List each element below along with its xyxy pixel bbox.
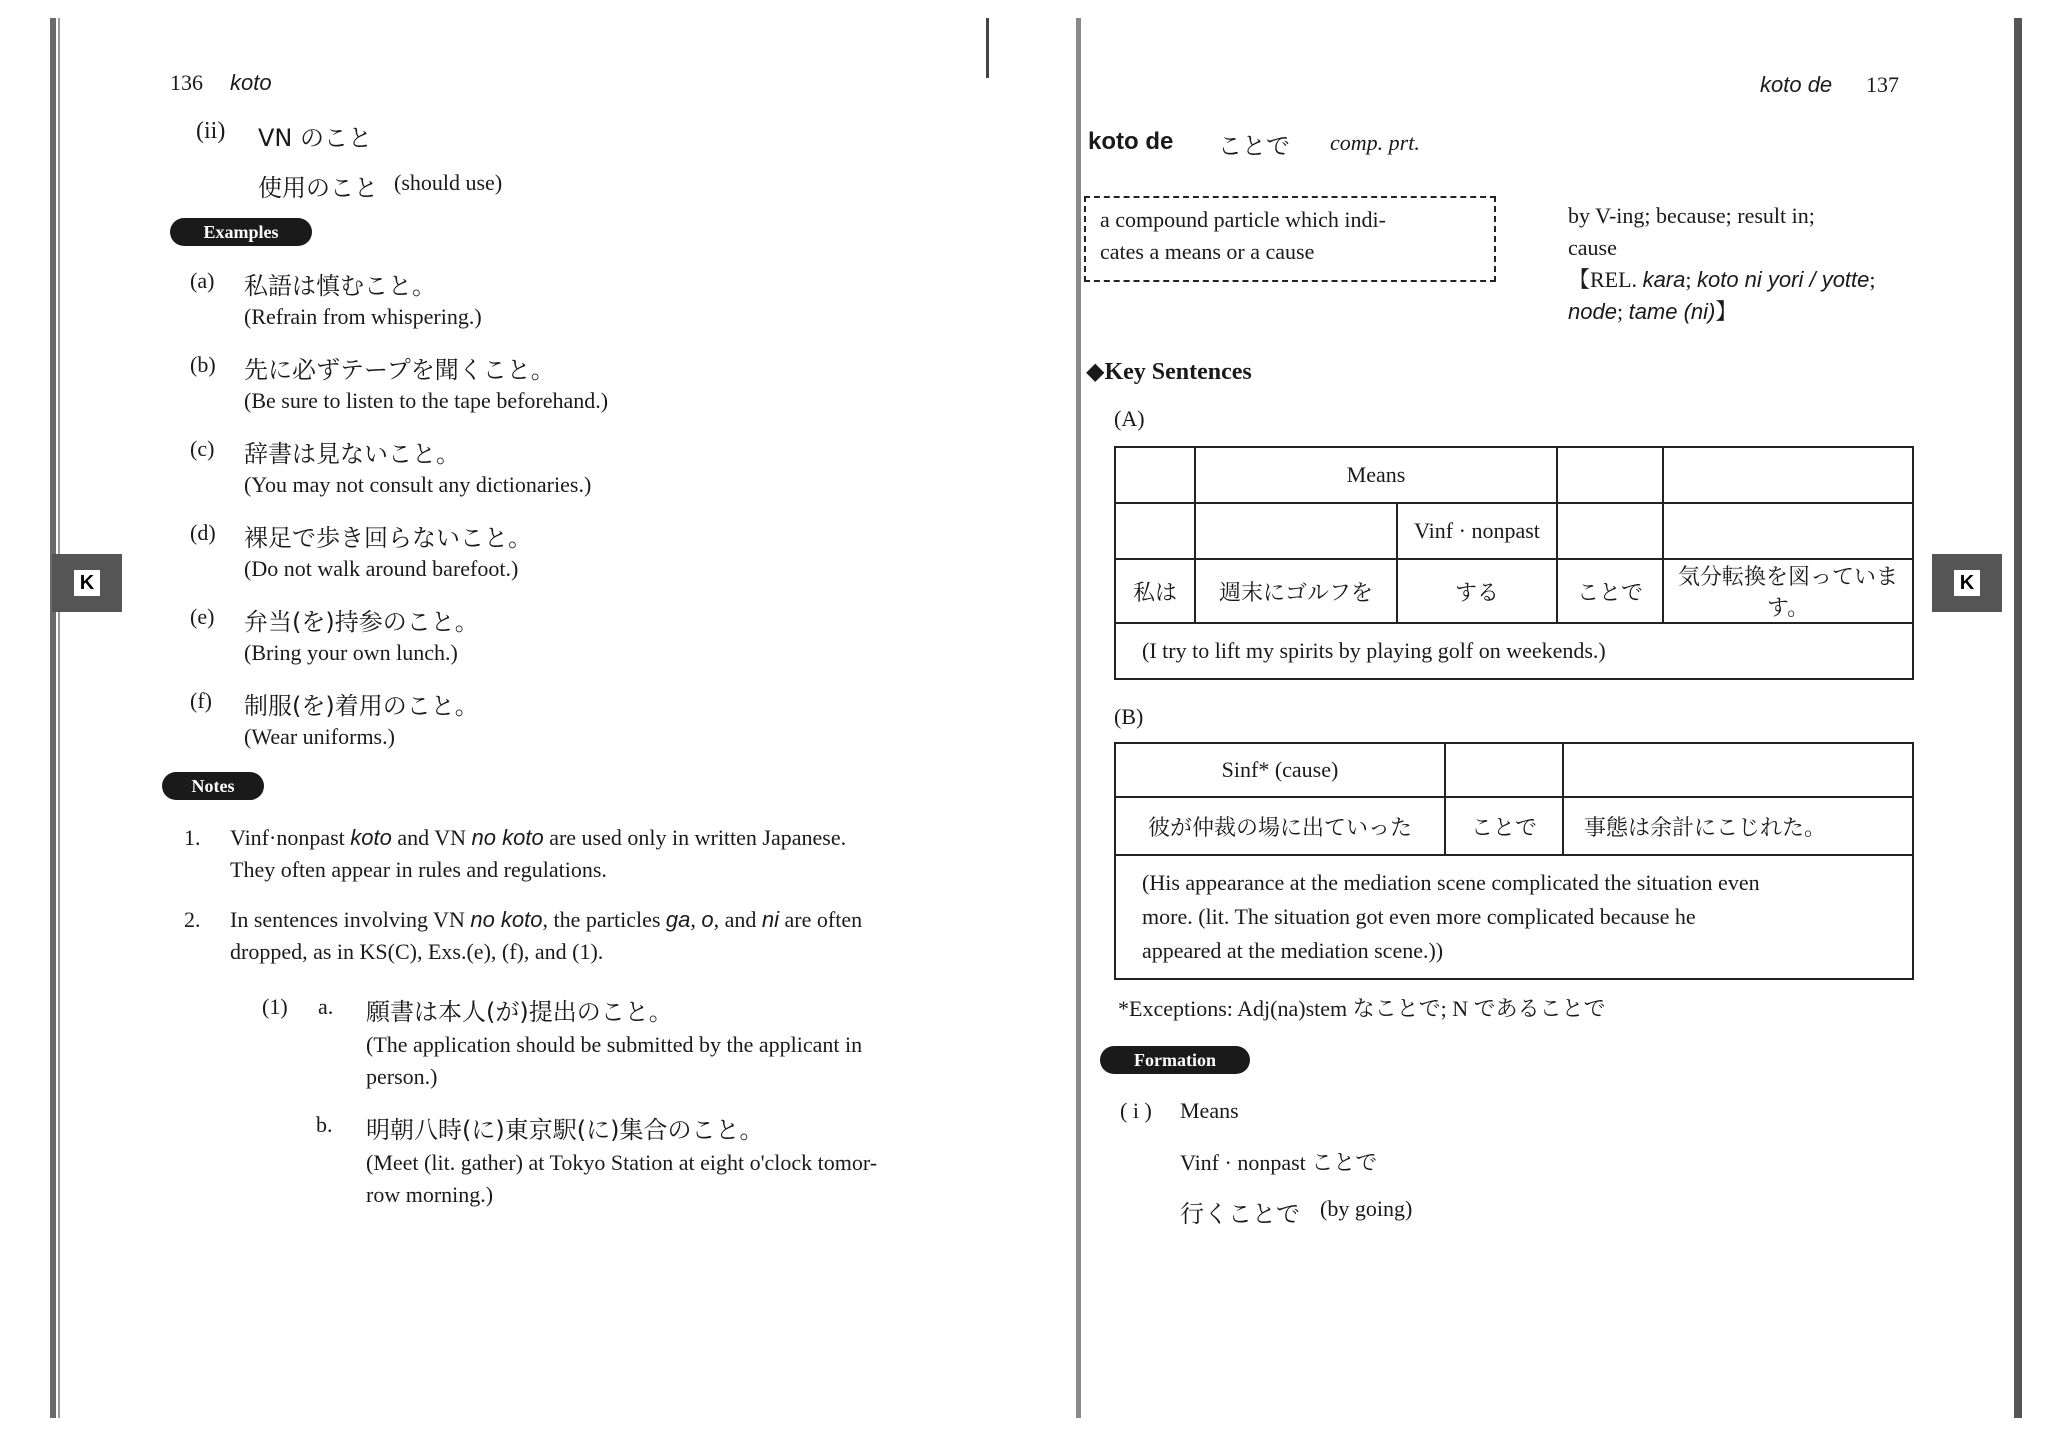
running-head: koto de bbox=[1760, 72, 1833, 97]
page-number: 137 bbox=[1866, 72, 1899, 97]
sub-example-b-label: b. bbox=[316, 1112, 333, 1137]
example-label: (a) bbox=[190, 268, 215, 293]
table-cell bbox=[1115, 447, 1195, 503]
example-label: (b) bbox=[190, 352, 216, 377]
table-header-sinf: Sinf* (cause) bbox=[1115, 743, 1445, 797]
key-sentence-a-label: (A) bbox=[1114, 406, 1145, 431]
gutter-mark bbox=[986, 18, 989, 78]
formation-number: ( i ) bbox=[1120, 1098, 1152, 1123]
sub-example-a-label: a. bbox=[318, 994, 334, 1019]
thumb-tab-left: K bbox=[52, 554, 122, 612]
exceptions-note: *Exceptions: Adj(na)stem なことで; N であることで bbox=[1118, 996, 1606, 1021]
table-cell bbox=[1557, 503, 1663, 559]
gloss-line-2: cause bbox=[1568, 235, 1617, 260]
example-en: (Be sure to listen to the tape beforehand.) bbox=[244, 388, 609, 413]
example-en: (Bring your own lunch.) bbox=[244, 640, 458, 665]
key-sentences-heading: ◆Key Sentences bbox=[1086, 359, 1252, 385]
example-jp: 裸足で歩き回らないこと。 bbox=[244, 524, 532, 552]
note-2-line-2: dropped, as in KS(C), Exs.(e), (f), and (1). bbox=[230, 939, 604, 964]
formation-heading: Means bbox=[1180, 1098, 1239, 1123]
note-2-line-1: In sentences involving VN no koto, the particles ga, o, and ni are often bbox=[230, 907, 863, 932]
table-header-means: Means bbox=[1195, 447, 1557, 503]
table-cell bbox=[1115, 503, 1195, 559]
table-header-vinf: Vinf · nonpast bbox=[1397, 503, 1557, 559]
example-en: (Wear uniforms.) bbox=[244, 724, 395, 749]
translation-line-3: appeared at the mediation scene.)) bbox=[1142, 938, 1444, 963]
table-cell bbox=[1445, 743, 1563, 797]
entry-title: koto de bbox=[1088, 128, 1174, 155]
key-sentence-table-b bbox=[1114, 742, 1914, 980]
gloss bbox=[1568, 200, 1876, 328]
example-jp: 先に必ずテープを聞くこと。 bbox=[244, 356, 555, 384]
sub-example-b-jp: 明朝八時(に)東京駅(に)集合のこと。 bbox=[366, 1116, 764, 1144]
example-label: (c) bbox=[190, 436, 215, 461]
entry-title-jp: ことで bbox=[1218, 132, 1290, 160]
page-edge-right bbox=[2014, 18, 2022, 1418]
table-cell-result: 事態は余計にこじれた。 bbox=[1563, 797, 1913, 855]
table-cell-particle: ことで bbox=[1445, 797, 1563, 855]
note-number: 2. bbox=[184, 907, 201, 932]
related-line-2: node; tame (ni)】 bbox=[1568, 299, 1738, 324]
sub-example-a-jp: 願書は本人(が)提出のこと。 bbox=[366, 998, 673, 1026]
page-edge-left-inner bbox=[58, 18, 60, 1418]
formation-label: Formation bbox=[1100, 1046, 1250, 1074]
page-edge-gutter bbox=[1076, 18, 1081, 1418]
page-number: 136 bbox=[170, 70, 203, 95]
subhead-example-en: (should use) bbox=[394, 170, 503, 195]
example-jp: 辞書は見ないこと。 bbox=[244, 440, 460, 468]
table-cell-object: 週末にゴルフを bbox=[1195, 559, 1397, 623]
example-jp: 弁当(を)持参のこと。 bbox=[244, 608, 479, 636]
subhead-example-jp: 使用のこと bbox=[258, 174, 378, 202]
related-line-1: 【REL. kara; koto ni yori / yotte; bbox=[1568, 267, 1876, 292]
thumb-tab-right: K bbox=[1932, 554, 2002, 612]
page-edge-left bbox=[50, 18, 56, 1418]
formation-example-jp: 行くことで bbox=[1180, 1200, 1300, 1228]
definition-line-2: cates a means or a cause bbox=[1100, 239, 1315, 264]
note-1-line-2: They often appear in rules and regulations. bbox=[230, 857, 607, 882]
table-cell bbox=[1557, 447, 1663, 503]
table-cell-verb: する bbox=[1397, 559, 1557, 623]
examples-label: Examples bbox=[170, 218, 312, 246]
table-cell-subject: 私は bbox=[1115, 559, 1195, 623]
formation-example-en: (by going) bbox=[1320, 1196, 1413, 1221]
table-translation: (I try to lift my spirits by playing golf on weekends.) bbox=[1115, 623, 1913, 679]
subhead-ii-number: (ii) bbox=[196, 118, 226, 144]
example-label: (f) bbox=[190, 688, 212, 713]
sub-example-b-en-2: row morning.) bbox=[366, 1182, 494, 1207]
table-translation bbox=[1115, 855, 1913, 979]
note-1-line-1: Vinf·nonpast koto and VN no koto are used only in written Japanese. bbox=[230, 825, 847, 850]
example-en: (Do not walk around barefoot.) bbox=[244, 556, 519, 581]
translation-line-2: more. (lit. The situation got even more complicated because he bbox=[1142, 904, 1696, 929]
table-cell bbox=[1195, 503, 1397, 559]
table-cell-particle: ことで bbox=[1557, 559, 1663, 623]
table-cell-predicate: 気分転換を図っています。 bbox=[1663, 559, 1913, 623]
table-cell bbox=[1563, 743, 1913, 797]
gloss-line-1: by V-ing; because; result in; bbox=[1568, 203, 1815, 228]
sub-example-a-en-2: person.) bbox=[366, 1064, 438, 1089]
definition-line-1: a compound particle which indi- bbox=[1100, 207, 1386, 232]
sub-example-a-en-1: (The application should be submitted by the applicant in bbox=[366, 1032, 863, 1057]
sub-example-b-en-1: (Meet (lit. gather) at Tokyo Station at eight o'clock tomor- bbox=[366, 1150, 878, 1175]
example-en: (You may not consult any dictionaries.) bbox=[244, 472, 592, 497]
table-cell-clause: 彼が仲裁の場に出ていった bbox=[1115, 797, 1445, 855]
example-label: (e) bbox=[190, 604, 215, 629]
example-en: (Refrain from whispering.) bbox=[244, 304, 482, 329]
sub-example-number: (1) bbox=[262, 994, 288, 1019]
notes-label: Notes bbox=[162, 772, 264, 800]
key-sentence-table-a bbox=[1114, 446, 1914, 680]
key-sentence-b-label: (B) bbox=[1114, 704, 1144, 729]
formation-rule: Vinf · nonpast ことで bbox=[1180, 1150, 1378, 1175]
running-head: koto bbox=[230, 70, 272, 95]
example-label: (d) bbox=[190, 520, 216, 545]
right-page bbox=[1024, 0, 2048, 1434]
note-number: 1. bbox=[184, 825, 201, 850]
entry-part-of-speech: comp. prt. bbox=[1330, 130, 1420, 155]
table-cell bbox=[1663, 447, 1913, 503]
table-cell bbox=[1663, 503, 1913, 559]
example-jp: 制服(を)着用のこと。 bbox=[244, 692, 479, 720]
subhead-ii-text: VN のこと bbox=[258, 124, 372, 152]
translation-line-1: (His appearance at the mediation scene complicated the situation even bbox=[1142, 870, 1760, 895]
example-jp: 私語は慎むこと。 bbox=[244, 272, 436, 300]
definition-box bbox=[1084, 196, 1496, 282]
